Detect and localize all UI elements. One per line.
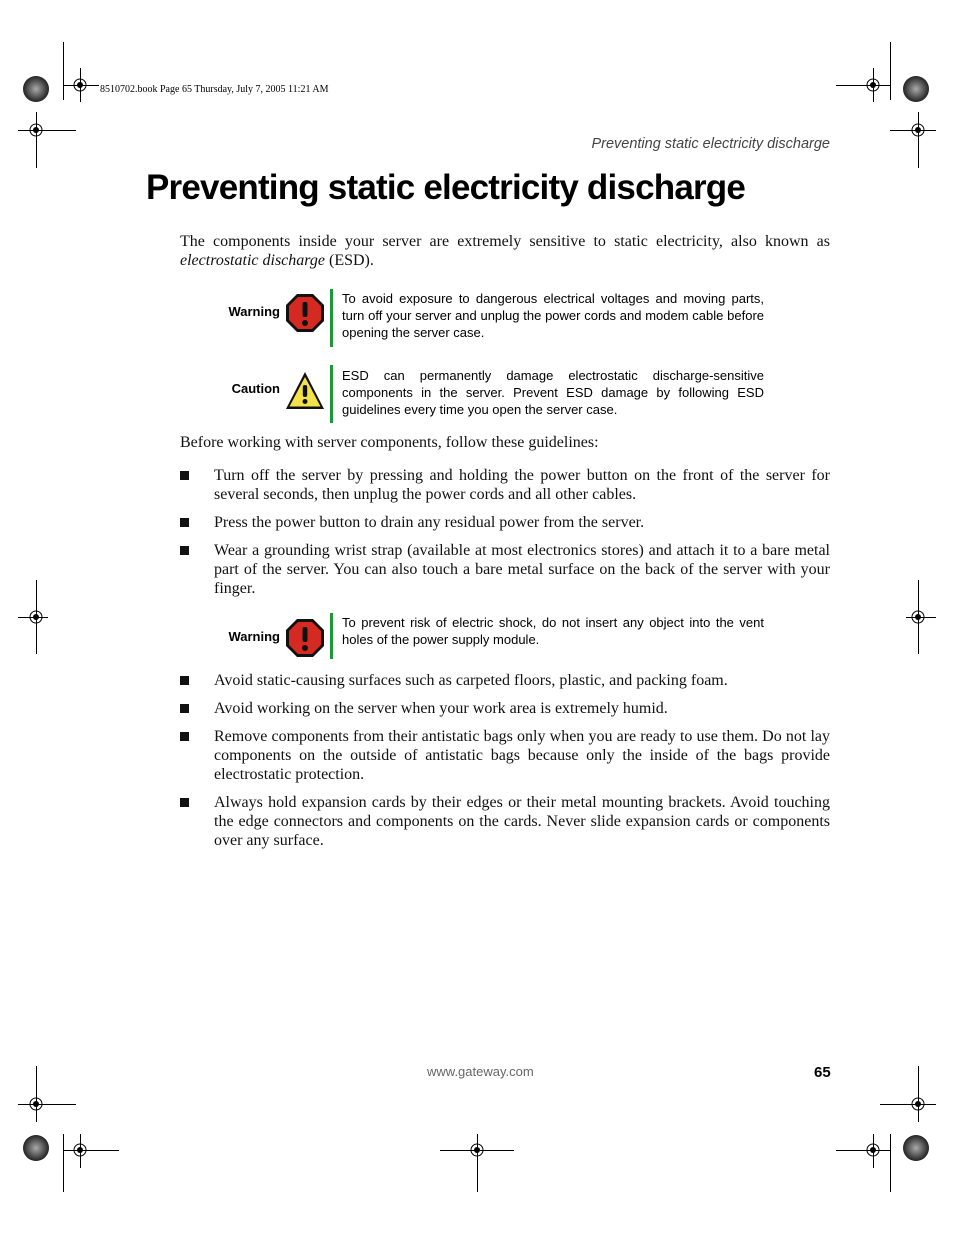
notice-label: Warning: [228, 304, 280, 319]
bullet-square-icon: [180, 518, 189, 527]
notice-text: ESD can permanently damage electrostatic discharge-sensitive components in the server. Prevent ESD damage by following ESD guidelines every time you open the server case.: [342, 368, 764, 417]
caution-notice: [180, 365, 780, 423]
warning-octagon-icon: [285, 293, 325, 333]
footer-url: www.gateway.com: [427, 1064, 534, 1079]
print-slug: 8510702.book Page 65 Thursday, July 7, 2005 11:21 AM: [100, 84, 329, 95]
warning-notice-2: [180, 613, 780, 659]
bullet-square-icon: [180, 676, 189, 685]
bullet-square-icon: [180, 732, 189, 741]
intro-paragraph: [180, 232, 830, 270]
bullet-square-icon: [180, 471, 189, 480]
notice-label: Caution: [231, 381, 280, 396]
guidelines-list-2: [180, 671, 830, 859]
bullet-square-icon: [180, 546, 189, 555]
page-number: 65: [814, 1064, 831, 1081]
page-title: Preventing static electricity discharge: [146, 168, 746, 207]
guidelines-lead: Before working with server components, follow these guidelines:: [180, 434, 599, 451]
list-item: Turn off the server by pressing and holding the power button on the front of the server for several seconds, then unplug the power cords and all other cables.: [180, 466, 830, 504]
intro-text-before: The components inside your server are extremely sensitive to static electricity, also known as: [180, 233, 830, 250]
list-item: Avoid working on the server when your work area is extremely humid.: [180, 699, 830, 718]
intro-text-after: (ESD).: [325, 252, 374, 269]
warning-notice-1: [180, 289, 780, 347]
bullet-square-icon: [180, 704, 189, 713]
notice-label: Warning: [228, 629, 280, 644]
list-item: Remove components from their antistatic bags only when you are ready to use them. Do not lay components on the outside of antistatic bags because only the inside of the bags provide electrostatic protection.: [180, 727, 830, 784]
intro-emphasis: electrostatic discharge: [180, 252, 325, 269]
running-head: Preventing static electricity discharge: [591, 136, 830, 152]
guidelines-list-1: [180, 466, 830, 607]
notice-text: To prevent risk of electric shock, do not insert any object into the vent holes of the power supply module.: [342, 615, 764, 647]
list-item: Always hold expansion cards by their edges or their metal mounting brackets. Avoid touching the edge connectors and components on the cards. Never slide expansion cards or components over any surface.: [180, 793, 830, 850]
warning-octagon-icon: [285, 618, 325, 658]
list-item: Press the power button to drain any residual power from the server.: [180, 513, 830, 532]
list-item: Avoid static-causing surfaces such as carpeted floors, plastic, and packing foam.: [180, 671, 830, 690]
caution-triangle-icon: [285, 371, 325, 411]
list-item: Wear a grounding wrist strap (available at most electronics stores) and attach it to a bare metal part of the server. You can also touch a bare metal surface on the back of the server with your finger.: [180, 541, 830, 598]
notice-text: To avoid exposure to dangerous electrical voltages and moving parts, turn off your server and unplug the power cords and modem cable before opening the server case.: [342, 291, 764, 340]
bullet-square-icon: [180, 798, 189, 807]
